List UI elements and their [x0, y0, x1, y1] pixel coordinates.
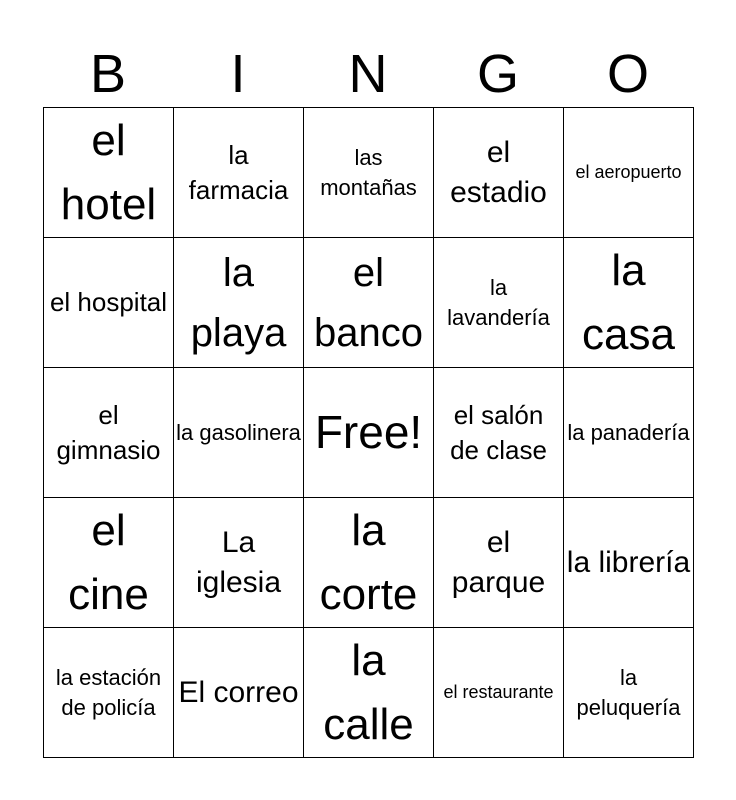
cell-text: la casa [582, 245, 675, 359]
cell-text: La iglesia [195, 525, 282, 599]
cell-text: la peluquería [576, 664, 681, 720]
bingo-cell[interactable] [44, 368, 174, 498]
bingo-cell[interactable] [564, 238, 694, 368]
bingo-cell[interactable] [44, 108, 174, 238]
bingo-cell[interactable] [434, 498, 564, 628]
header-letter-n: N [348, 44, 388, 104]
bingo-cell[interactable] [174, 238, 304, 368]
cell-text: el cine [68, 505, 149, 619]
cell-text: el gimnasio [56, 399, 161, 465]
cell-text: el restaurante [443, 682, 554, 703]
cell-text: el salón de clase [450, 399, 547, 465]
cell-text: la farmacia [188, 139, 289, 205]
bingo-cell[interactable] [174, 498, 304, 628]
cell-text: la librería [566, 545, 691, 579]
cell-text: el hospital [49, 287, 168, 318]
header-letter-g: G [476, 44, 519, 104]
cell-text: la calle [323, 635, 414, 749]
cell-text: el estadio [450, 135, 547, 209]
header-letter-b: B [89, 44, 127, 104]
header-letter-i: I [230, 44, 246, 104]
cell-text: la lavandería [447, 274, 550, 330]
cell-text: el aeropuerto [575, 162, 682, 183]
bingo-board [43, 107, 694, 758]
bingo-cell[interactable] [304, 238, 434, 368]
header-letter-o: O [606, 44, 649, 104]
bingo-cell[interactable] [304, 628, 434, 758]
bingo-cell[interactable] [44, 628, 174, 758]
cell-text: el hotel [60, 115, 157, 229]
cell-text: El correo [178, 675, 299, 709]
cell-text: las montañas [320, 144, 417, 200]
bingo-cell[interactable] [304, 498, 434, 628]
bingo-cell[interactable] [434, 628, 564, 758]
bingo-cell[interactable] [44, 238, 174, 368]
cell-text: el parque [451, 525, 546, 599]
cell-text: la corte [319, 505, 418, 619]
free-space-cell[interactable] [304, 368, 434, 498]
bingo-cell[interactable] [174, 108, 304, 238]
cell-text: Free! [314, 405, 423, 458]
bingo-cell[interactable] [564, 368, 694, 498]
bingo-cell[interactable] [564, 108, 694, 238]
bingo-cell[interactable] [564, 628, 694, 758]
cell-text: la estación de policía [55, 664, 162, 720]
bingo-cell[interactable] [434, 108, 564, 238]
bingo-cell[interactable] [564, 498, 694, 628]
bingo-cell[interactable] [434, 238, 564, 368]
cell-text: la gasolinera [176, 419, 301, 445]
bingo-cell[interactable] [434, 368, 564, 498]
cell-text: la playa [190, 250, 287, 355]
cell-text: el banco [314, 250, 423, 355]
bingo-header [43, 40, 693, 108]
cell-text: la panadería [567, 419, 690, 445]
bingo-cell[interactable] [174, 368, 304, 498]
bingo-cell[interactable] [174, 628, 304, 758]
bingo-cell[interactable] [44, 498, 174, 628]
bingo-cell[interactable] [304, 108, 434, 238]
